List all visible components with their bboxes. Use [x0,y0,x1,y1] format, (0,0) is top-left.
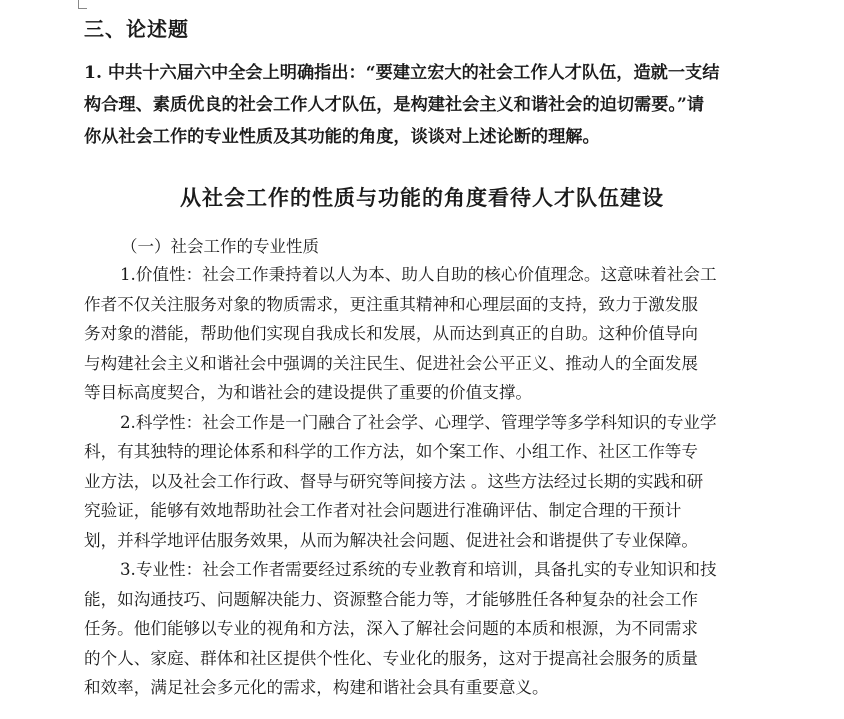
question-line: 构合理、素质优良的社会工作人才队伍，是构建社会主义和谐社会的迫切需要。”请 [84,95,705,115]
paragraph-line: 作者不仅关注服务对象的物质需求，更注重其精神和心理层面的支持，致力于激发服 [84,294,698,314]
essay-body [84,260,784,703]
paragraph-line: 科，有其独特的理论体系和科学的工作方法，如个案工作、小组工作、社区工作等专 [84,442,698,461]
paragraph-scientific [84,408,784,556]
paragraph-line: 3.专业性：社会工作者需要经过系统的专业教育和培训，具备扎实的专业知识和技 [120,560,717,579]
paragraph-line: 任务。他们能够以专业的视角和方法，深入了解社会问题的本质和根源，为不同需求 [84,619,698,638]
question-line: 你从社会工作的专业性质及其功能的角度，谈谈对上述论断的理解。 [84,127,600,147]
page-corner-mark [78,0,87,9]
essay-title: 从社会工作的性质与功能的角度看待人才队伍建设 [180,186,664,210]
paragraph-value [84,260,784,408]
paragraph-line: 2.科学性：社会工作是一门融合了社会学、心理学、管理学等多学科知识的专业学 [120,412,717,432]
paragraph-line: 务对象的潜能，帮助他们实现自我成长和发展，从而达到真正的自助。这种价值导向 [84,324,698,343]
section-heading: 三、论述题 [84,17,189,41]
paragraph-line: 1.价值性：社会工作秉持着以人为本、助人自助的核心价值理念。这意味着社会工 [120,265,717,284]
paragraph-line: 的个人、家庭、群体和社区提供个性化、专业化的服务，这对于提高社会服务的质量 [84,648,698,668]
paragraph-line: 业方法，以及社会工作行政、督导与研究等间接方法 。这些方法经过长期的实践和研 [84,471,704,491]
question-line: 1. 中共十六届六中全会上明确指出：“要建立宏大的社会工作人才队伍，造就一支结 [84,63,720,83]
paragraph-line: 和效率，满足社会多元化的需求，构建和谐社会具有重要意义。 [84,678,549,697]
paragraph-line: 与构建社会主义和谐社会中强调的关注民生、促进社会公平正义、推动人的全面发展 [84,353,698,373]
paragraph-line: 能，如沟通技巧、问题解决能力、资源整合能力等，才能够胜任各种复杂的社会工作 [84,589,698,609]
paragraph-line: 划，并科学地评估服务效果，从而为解决社会问题、促进社会和谐提供了专业保障。 [84,530,698,550]
paragraph-line: 究验证，能够有效地帮助社会工作者对社会问题进行准确评估、制定合理的干预计 [84,501,682,520]
essay-question [84,57,774,153]
paragraph-line: 等目标高度契合，为和谐社会的建设提供了重要的价值支撑。 [84,383,533,402]
subheading-professional-nature: （一）社会工作的专业性质 [121,237,319,256]
paragraph-professional [84,555,784,703]
